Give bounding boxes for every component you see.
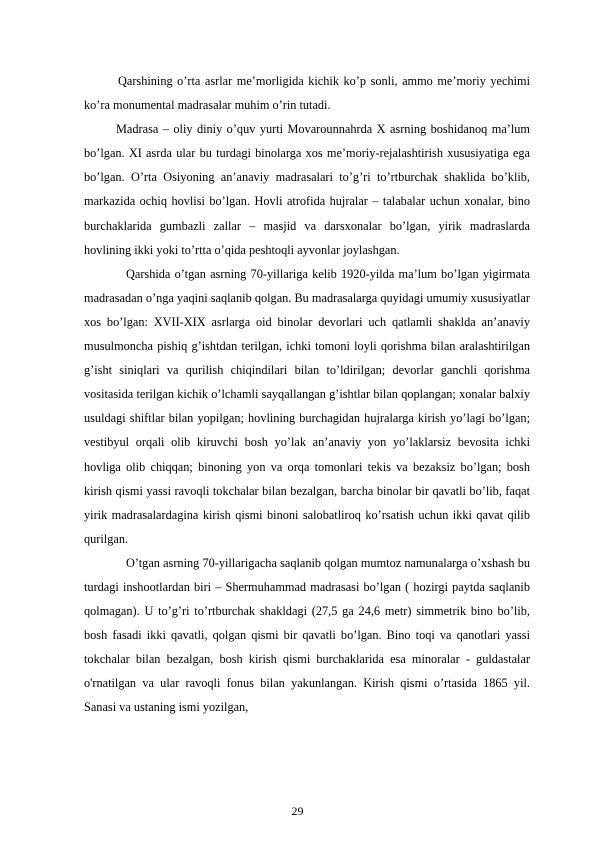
paragraph-3: Qarshida o’tgan asrning 70-yillariga kelib 1920-yilda ma’lum bo’lgan yigirmata madrasadan o’nga yaqini saqlanib qolgan. Bu madrasalarga quyidagi umumiy xususiyatlar xos bo’lgan: XVII-XIX asrlarga oid binolar devorlari uch qatlamli shaklda an’anaviy musulmoncha pishiq g’ishtdan terilgan, ichki tomoni loyli qorishma bilan aralashtirilgan g’isht siniqlari va qurilish chiqindilari bilan to’ldirilgan; devorlar ganchli qorishma vositasida terilgan kichik o’lchamli sayqallangan g’ishtlar bilan qoplangan; xonalar balxiy usuldagi shiftlar bilan yopilgan; hovlining burchagidan hujralarga kirish yo’lagi bo’lgan; vestibyul orqali olib kiruvchi bosh yo’lak an’anaviy yon yo’laklarsiz bevosita ichki hovliga olib chiqqan; binoning yon va orqa tomonlari tekis va bezaksiz bo’lgan; bosh kirish qismi yassi ravoqli tokchalar bilan bezalgan, barcha binolar bir qavatli bo’lib, faqat yirik madrasalardagina kirish qismi binoni salobatliroq ko’rsatish uchun ikki qavat qilib qurilgan.	[84, 266, 530, 546]
paragraph-2: Madrasa – oliy diniy o’quv yurti Movarounnahrda X asrning boshidanoq ma’lum bo’lgan. XI asrda ular bu turdagi binolarga xos me’moriy-rejalashtirish xususiyatiga ega bo’lgan. O’rta Osiyoning an’anaviy madrasalari to’g’ri to’rtburchak shaklida bo’klib, markazida ochiq hovlisi bo’lgan. Hovli atrofida hujralar – talabalar uchun xonalar, bino burchaklarida gumbazli zallar – masjid va darsxonalar bo’lgan, yirik madraslarda hovlining ikki yoki to’rtta o’qida peshtoqli ayvonlar joylashgan.	[84, 122, 530, 257]
page-number: 29	[291, 804, 304, 818]
paragraph-4: O’tgan asrning 70-yillarigacha saqlanib qolgan mumtoz namunalarga o’xshash bu turdagi inshootlardan biri – Shermuhammad madrasasi bo’lgan ( hozirgi paytda saqlanib qolmagan). U to’g’ri to’rtburchak shakldagi (27,5 ga 24,6 metr) simmetrik bino bo’lib, bosh fasadi ikki qavatli, qolgan qismi bir qavatli bo’lgan. Bino toqi va qanotlari yassi tokchalar bilan bezalgan, bosh kirish qismi burchaklarida esa minoralar - guldastalar o'rnatilgan va ular ravoqli fonus bilan yakunlangan. Kirish qismi o’rtasida 1865 yil. Sanasi va ustaning ismi yozilgan,	[84, 555, 530, 715]
paragraph-1: Qarshining o’rta asrlar me’morligida kichik ko’p sonli, ammo me’moriy yechimi ko’ra monumental madrasalar muhim o’rin tutadi.	[84, 74, 530, 113]
body-text	[84, 69, 530, 720]
